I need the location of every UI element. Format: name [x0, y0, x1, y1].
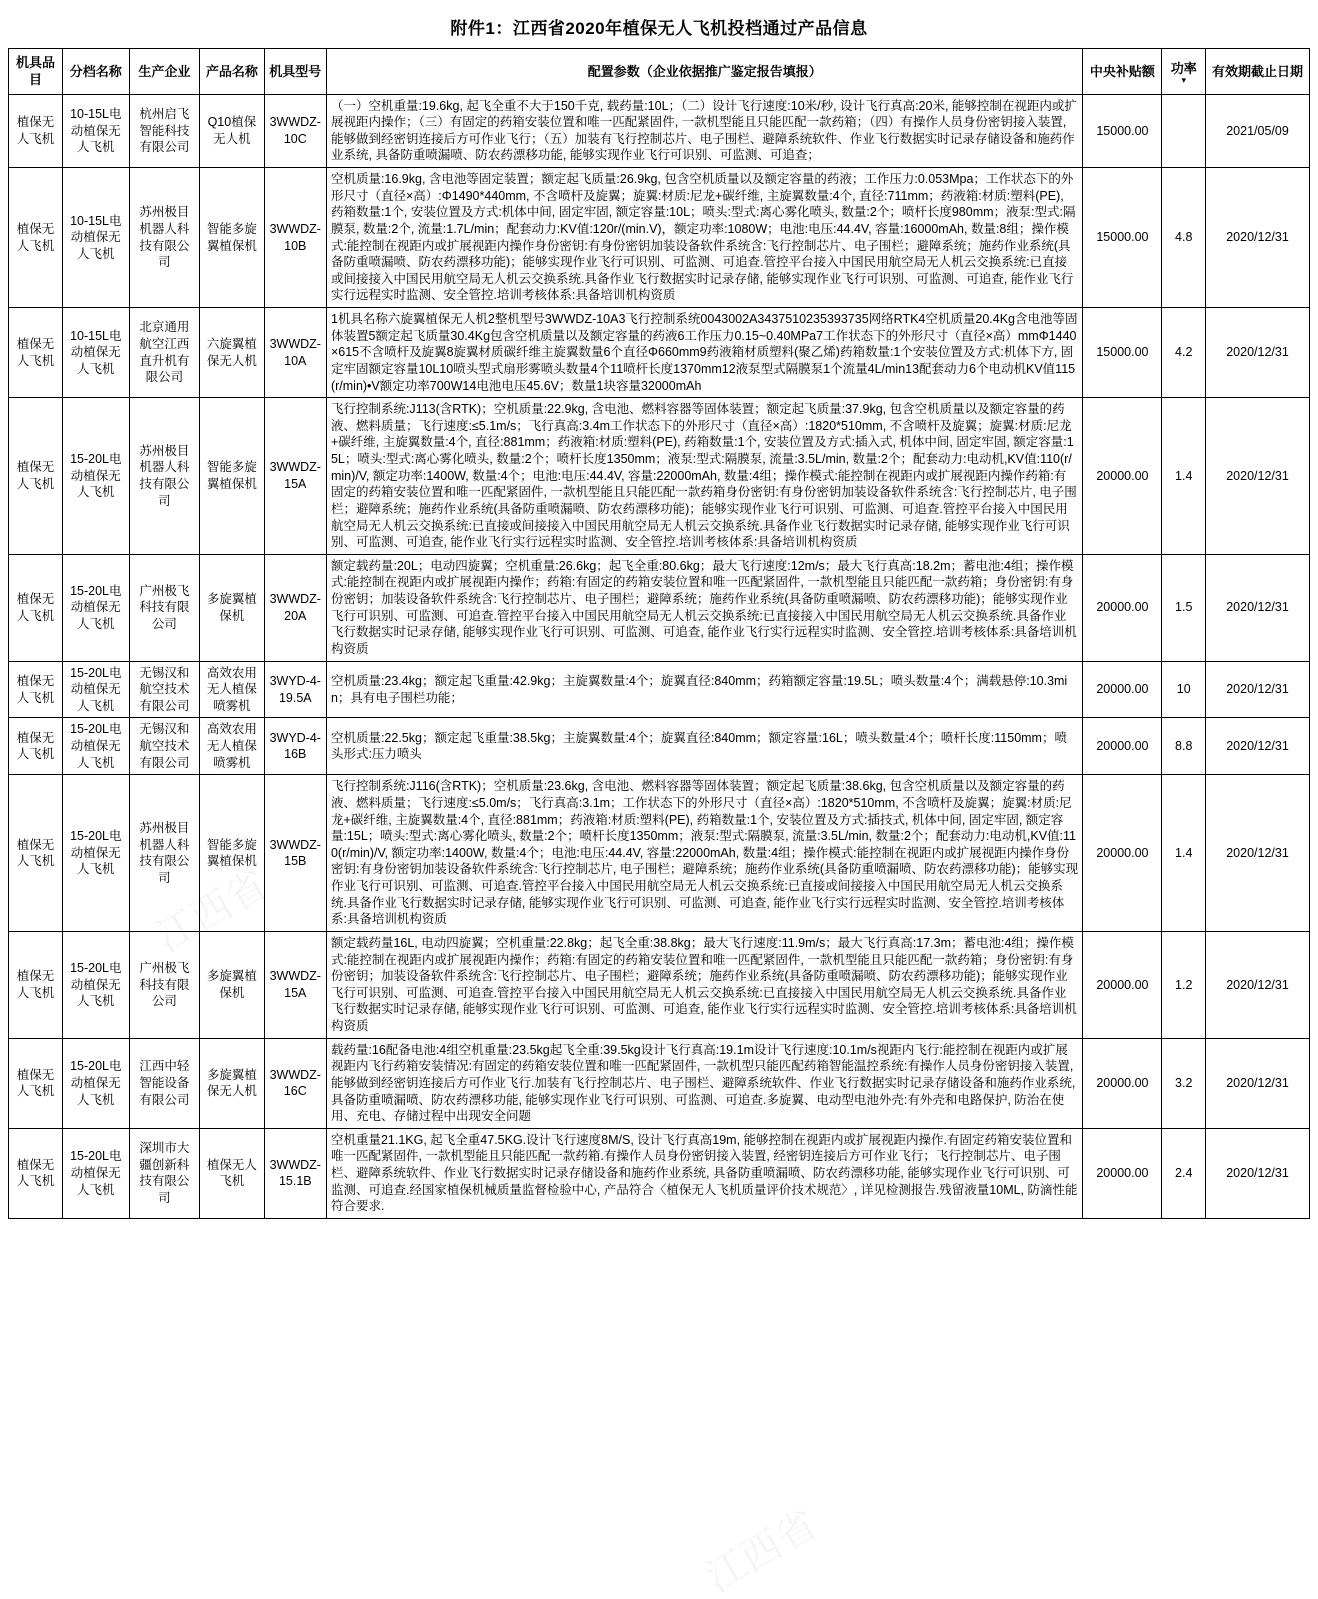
cell-maker: 苏州极目机器人科技有限公司 — [129, 398, 200, 555]
cell-valid: 2020/12/31 — [1206, 718, 1310, 775]
cell-name: 植保无人飞机 — [9, 931, 63, 1038]
cell-power: 3.2 — [1162, 1038, 1206, 1128]
cell-params: 载药量:16配备电池:4组空机重量:23.5kg起飞全重:39.5kg设计飞行真高:19.1m设计飞行速度:10.1m/s视距内飞行:能控制在视距内或扩展视距内飞行药箱安装情况:有固定的药箱安装位置和唯一匹配紧固件, 一款机型只能匹配药箱智能温控系统:有操作人员身份密钥接入装置, 能够做到经密钥连接后方可作业飞行.加装有飞行控制芯片、电子围栏、避障系统软件、作业飞行数据实时记录存储设备和施药作业系统, 具备防重喷漏喷、防农药漂移功能, 能够实现作业飞行可识别、可监测、可追查.多旋翼、电动型电池外壳:有外壳和电路保护, 防治在使用、充电、存储过程中出现安全问题 — [326, 1038, 1082, 1128]
page-title: 附件1：江西省2020年植保无人飞机投档通过产品信息 — [450, 19, 868, 38]
cell-grade: 15-20L电动植保无人飞机 — [63, 775, 130, 932]
table-row — [9, 94, 1310, 168]
table-row — [9, 308, 1310, 398]
cell-name: 植保无人飞机 — [9, 661, 63, 718]
cell-name: 植保无人飞机 — [9, 168, 63, 308]
cell-product: 多旋翼植保机 — [200, 931, 264, 1038]
cell-subsidy: 20000.00 — [1083, 931, 1162, 1038]
cell-grade: 15-20L电动植保无人飞机 — [63, 661, 130, 718]
table-row — [9, 1128, 1310, 1218]
watermark-text-2 — [694, 1494, 826, 1599]
table-row — [9, 168, 1310, 308]
table-row — [9, 398, 1310, 555]
cell-maker: 无锡汉和航空技术有限公司 — [129, 661, 200, 718]
cell-grade: 10-15L电动植保无人飞机 — [63, 308, 130, 398]
cell-valid: 2020/12/31 — [1206, 931, 1310, 1038]
cell-model: 3WWDZ-16C — [264, 1038, 326, 1128]
cell-subsidy: 15000.00 — [1083, 168, 1162, 308]
cell-power: 1.4 — [1162, 775, 1206, 932]
cell-name: 植保无人飞机 — [9, 94, 63, 168]
header-model: 机具型号 — [264, 49, 326, 95]
table-row — [9, 1038, 1310, 1128]
cell-params: 飞行控制系统:J116(含RTK)；空机质量:23.6kg, 含电池、燃料容器等固体装置；额定起飞质量:38.6kg, 包含空机质量以及额定容量的药液、燃料质量；飞行速度:≤5.0m/s；飞行真高:3.1m；工作状态下的外形尺寸（直径×高）:1820*510mm, 不含喷杆及旋翼；旋翼:材质:尼龙+碳纤维, 主旋翼数量:4个, 直径:881mm；药液箱:材质:塑料(PE), 药箱数量:1个, 安装位置及方式:插技式, 机体中间, 固定牢固, 额定容量:15L；喷头:型式:离心雾化喷头, 数量:2个；喷杆长度1350mm；液泵:型式:隔膜泵, 流量:3.5L/min, 数量:2个；配套动力:电动机,KV值:110(r/min)/V, 额定功率:1400W, 数量:4个；电池:电压:44.4V, 容量:22000mAh, 数量:4组；操作模式:能控制在视距内或扩展视距内操作身份密钥:有身份密钥加装设备软件系统含:飞行控制芯片, 电子围栏；避障系统；施药作业系统(具备防重喷漏喷、防农药漂移功能)；能够实现作业飞行可识别、可监测、可追查.管控平台接入中国民用航空局无人机云交换系统:已直接或间接接入中国民用航空局无人机云交换系统.具备作业飞行数据实时记录存储, 能够实现作业飞行可识别、可监测、可追查, 能作业飞行实行远程实时监测、安全管控.培训考核体系:具备培训机构资质 — [326, 775, 1082, 932]
cell-name: 植保无人飞机 — [9, 1038, 63, 1128]
cell-maker: 广州极飞科技有限公司 — [129, 931, 200, 1038]
cell-grade: 15-20L电动植保无人飞机 — [63, 718, 130, 775]
cell-maker: 苏州极目机器人科技有限公司 — [129, 775, 200, 932]
cell-power: 4.8 — [1162, 168, 1206, 308]
table-header-row — [9, 49, 1310, 95]
cell-model: 3WWDZ-10A — [264, 308, 326, 398]
cell-maker: 北京通用航空江西直升机有限公司 — [129, 308, 200, 398]
header-name: 机具品目 — [9, 49, 63, 95]
cell-grade: 15-20L电动植保无人飞机 — [63, 1038, 130, 1128]
cell-power: 10 — [1162, 661, 1206, 718]
cell-maker: 苏州极目机器人科技有限公司 — [129, 168, 200, 308]
cell-model: 3WWDZ-15A — [264, 398, 326, 555]
cell-valid: 2021/05/09 — [1206, 94, 1310, 168]
table-row — [9, 718, 1310, 775]
cell-subsidy: 20000.00 — [1083, 661, 1162, 718]
cell-valid: 2020/12/31 — [1206, 661, 1310, 718]
cell-subsidy: 20000.00 — [1083, 554, 1162, 661]
cell-grade: 15-20L电动植保无人飞机 — [63, 398, 130, 555]
cell-power: 2.4 — [1162, 1128, 1206, 1218]
cell-valid: 2020/12/31 — [1206, 308, 1310, 398]
cell-product: 高效农用无人植保喷雾机 — [200, 718, 264, 775]
cell-product: 多旋翼植保无人机 — [200, 1038, 264, 1128]
cell-model: 3WWDZ-10C — [264, 94, 326, 168]
cell-model: 3WYD-4-16B — [264, 718, 326, 775]
cell-model: 3WWDZ-10B — [264, 168, 326, 308]
cell-model: 3WYD-4-19.5A — [264, 661, 326, 718]
table-row — [9, 775, 1310, 932]
cell-grade: 15-20L电动植保无人飞机 — [63, 931, 130, 1038]
cell-subsidy: 20000.00 — [1083, 775, 1162, 932]
header-subsidy: 中央补贴额 — [1083, 49, 1162, 95]
product-info-table — [8, 48, 1310, 1219]
cell-subsidy: 15000.00 — [1083, 308, 1162, 398]
cell-params: 额定载药量:20L；电动四旋翼；空机重量:26.6kg；起飞全重:80.6kg；最大飞行速度:12m/s；最大飞行真高:18.2m；蓄电池:4组；操作模式:能控制在视距内或扩展视距内操作；药箱:有固定的药箱安装位置和唯一匹配紧固件, 一款机型能且只能匹配一款药箱；身份密钥:有身份密钥；加装设备软件系统含:飞行控制芯片、电子围栏；避障系统；施药作业系统(具备防重喷漏喷、防农药漂移功能)；能够实现作业飞行可识别、可监测、可追查.管控平台接入中国民用航空局无人机云交换系统:已直接接入中国民用航空局无人机云交换系统.具备作业飞行数据实时记录存储, 能够实现作业飞行可识别、可监测、可追查, 能作业飞行实行远程实时监测、安全管控.培训考核体系:具备培训机构资质 — [326, 554, 1082, 661]
cell-model: 3WWDZ-20A — [264, 554, 326, 661]
cell-name: 植保无人飞机 — [9, 308, 63, 398]
cell-params: 飞行控制系统:J113(含RTK)；空机质量:22.9kg, 含电池、燃料容器等固体装置；额定起飞质量:37.9kg, 包含空机质量以及额定容量的药液、燃料质量；飞行速度:≤5.1m/s；飞行真高:3.4m工作状态下的外形尺寸（直径×高）:1820*510mm, 不含喷杆及旋翼；旋翼:材质:尼龙+碳纤维, 主旋翼数量:4个, 直径:881mm；药液箱:材质:塑料(PE), 药箱数量:1个, 安装位置及方式:插入式, 机体中间, 固定牢固, 额定容量:15L；喷头:型式:离心雾化喷头, 数量:2个；喷杆长度1350mm；液泵:型式:隔膜泵, 流量:3.5L/min, 数量:2个；配套动力:电动机,KV值:110(r/min)/V, 额定功率:1400W, 数量:4个；电池:电压:44.4V, 容量:22000mAh, 数量:4组；操作模式:能控制在视距内或扩展视距内操作药箱:有固定的药箱安装位置和唯一匹配紧固件, 一款机型能且只能匹配一款药箱身份密钥:有身份密钥加装设备软件系统含:飞行控制芯片, 电子围栏；避障系统；施药作业系统(具备防重喷漏喷、防农药漂移功能)；能够实现作业飞行可识别、可监测、可追查.管控平台接入中国民用航空局无人机云交换系统:已直接或间接接入中国民用航空局无人机云交换系统.具备作业飞行数据实时记录存储, 能够实现作业飞行可识别、可监测、可追查, 能作业飞行实行远程实时监测、安全管控.培训考核体系:具备培训机构资质 — [326, 398, 1082, 555]
cell-power: 8.8 — [1162, 718, 1206, 775]
cell-maker: 深圳市大疆创新科技有限公司 — [129, 1128, 200, 1218]
cell-valid: 2020/12/31 — [1206, 398, 1310, 555]
cell-valid: 2020/12/31 — [1206, 1128, 1310, 1218]
cell-grade: 15-20L电动植保无人飞机 — [63, 1128, 130, 1218]
cell-grade: 10-15L电动植保无人飞机 — [63, 168, 130, 308]
cell-valid: 2020/12/31 — [1206, 775, 1310, 932]
cell-params: 空机重量21.1KG, 起飞全重47.5KG.设计飞行速度8M/S, 设计飞行真高19m, 能够控制在视距内或扩展视距内操作.有固定药箱安装位置和唯一匹配紧固件, 一款机型能且只能匹配一款药箱.有操作人员身份密钥接入装置, 经密钥连接后方可作业飞行；飞行控制芯片、电子围栏、避障系统软件、作业飞行数据实时记录存储设备和施药作业系统, 具备防重喷漏喷、防农药漂移功能, 能够实现作业飞行可识别、可监测、可追查.经国家植保机械质量监督检验中心, 产品符合〈植保无人飞机质量评价技术规范〉, 详见检测报告.残留液量10ML, 防滴性能符合要求. — [326, 1128, 1082, 1218]
cell-power: 1.2 — [1162, 931, 1206, 1038]
cell-product: 智能多旋翼植保机 — [200, 168, 264, 308]
cell-params: 1机具名称六旋翼植保无人机2整机型号3WWDZ-10A3飞行控制系统0043002A3437510235393735网络RTK4空机质量20.4Kg含电池等固体装置5额定起飞质量30.4Kg包含空机质量以及额定容量的药液6工作压力0.15~0.40MPa7工作状态下的外形尺寸（直径×高）mmΦ1440×615不含喷杆及旋翼8旋翼材质碳纤维主旋翼数量6个直径Φ660mm9药液箱材质塑料(聚乙烯)药箱数量:1个安装位置及方式:机体下方, 固定牢固额定容量10L10喷头型式扇形雾喷头数量4个11喷杆长度1370mm12液泵型式隔膜泵1个流量4L/min13配套动力6个电动机KV值115(r/min)•V额定功率700W14电池电压45.6V；数量1块容量32000mAh — [326, 308, 1082, 398]
cell-product: 多旋翼植保机 — [200, 554, 264, 661]
header-product: 产品名称 — [200, 49, 264, 95]
cell-product: 高效农用无人植保喷雾机 — [200, 661, 264, 718]
cell-name: 植保无人飞机 — [9, 398, 63, 555]
table-body — [9, 94, 1310, 1218]
cell-name: 植保无人飞机 — [9, 554, 63, 661]
cell-valid: 2020/12/31 — [1206, 1038, 1310, 1128]
cell-name: 植保无人飞机 — [9, 718, 63, 775]
cell-params: 空机质量:22.5kg；额定起飞重量:38.5kg；主旋翼数量:4个；旋翼直径:840mm；额定容量:16L；喷头数量:4个；喷杆长度:1150mm；喷头形式:压力喷头 — [326, 718, 1082, 775]
header-power — [1162, 49, 1206, 95]
cell-params: 空机质量:23.4kg；额定起飞重量:42.9kg；主旋翼数量:4个；旋翼直径:840mm；药箱额定容量:19.5L；喷头数量:4个；满载悬停:10.3min；具有电子围栏功能； — [326, 661, 1082, 718]
cell-power — [1162, 94, 1206, 168]
cell-model: 3WWDZ-15B — [264, 775, 326, 932]
cell-subsidy: 20000.00 — [1083, 718, 1162, 775]
cell-power: 4.2 — [1162, 308, 1206, 398]
table-row — [9, 931, 1310, 1038]
cell-subsidy: 20000.00 — [1083, 398, 1162, 555]
header-valid: 有效期截止日期 — [1206, 49, 1310, 95]
header-grade: 分档名称 — [63, 49, 130, 95]
cell-maker: 江西中轻智能设备有限公司 — [129, 1038, 200, 1128]
cell-name: 植保无人飞机 — [9, 775, 63, 932]
cell-params: 额定载药量16L, 电动四旋翼；空机重量:22.8kg；起飞全重:38.8kg；最大飞行速度:11.9m/s；最大飞行真高:17.3m；蓄电池:4组；操作模式:能控制在视距内或扩展视距内操作；药箱:有固定的药箱安装位置和唯一匹配紧固件, 一款机型能且只能匹配一款药箱；身份密钥:有身份密钥；加装设备软件系统含:飞行控制芯片、电子围栏；避障系统；施药作业系统(具备防重喷漏喷、防农药漂移功能)；能够实现作业飞行可识别、可监测、可追查.管控平台接入中国民用航空局无人机云交换系统:已直接接入中国民用航空局无人机云交换系统.具备作业飞行数据实时记录存储, 能够实现作业飞行可识别、可监测、可追查, 能作业飞行实行远程实时监测、安全管控.培训考核体系:具备培训机构资质 — [326, 931, 1082, 1038]
chevron-down-icon: ▾ — [1181, 74, 1186, 85]
cell-product: 植保无人飞机 — [200, 1128, 264, 1218]
cell-model: 3WWDZ-15A — [264, 931, 326, 1038]
header-power-label: 功率 — [1170, 60, 1197, 76]
header-params: 配置参数（企业依据推广鉴定报告填报） — [326, 49, 1082, 95]
cell-subsidy: 15000.00 — [1083, 94, 1162, 168]
cell-params: 空机质量:16.9kg, 含电池等固定装置；额定起飞质量:26.9kg, 包含空机质量以及额定容量的药液；工作压力:0.053Mpa；工作状态下的外形尺寸（直径×高）:Φ1490*440mm, 不含喷杆及旋翼；旋翼:材质:尼龙+碳纤维, 主旋翼数量:4个, 直径:711mm；药液箱:材质:塑料(PE), 药箱数量:1个, 安装位置及方式:机体中间, 固定牢固, 额定容量:10L；喷头:型式:离心雾化喷头, 数量:2个；喷杆长度980mm；液泵:型式:隔膜泵, 数量:2个, 流量:1.7L/min；配套动力:KV值:120r/(min.V)，额定功率:1080W；电池:电压:44.4V, 容量:16000mAh, 数量:8组；操作模式:能控制在视距内或扩展视距内操作身份密钥:有身份密钥加装设备软件系统含:飞行控制芯片、电子围栏；避障系统；施药作业系统(具备防重喷漏喷、防农药漂移功能)；能够实现作业飞行可识别、可监测、可追查.管控平台接入中国民用航空局无人机云交换系统:已直接或间接接入中国民用航空局无人机云交换系统.具备作业飞行数据实时记录存储, 能够实现作业飞行可识别、可监测、可追查, 能作业飞行实行远程实时监测、安全管控.培训考核体系:具备培训机构资质 — [326, 168, 1082, 308]
cell-maker: 广州极飞科技有限公司 — [129, 554, 200, 661]
cell-product: 智能多旋翼植保机 — [200, 398, 264, 555]
cell-name: 植保无人飞机 — [9, 1128, 63, 1218]
table-row — [9, 661, 1310, 718]
cell-params: （一）空机重量:19.6kg, 起飞全重不大于150千克, 载药量:10L；（二）设计飞行速度:10米/秒, 设计飞行真高:20米, 能够控制在视距内或扩展视距内操作；（三）有固定的药箱安装位置和唯一匹配紧固件, 一款机型能且只能匹配一款药箱；（四）有操作人员身份密钥接入装置, 能够做到经密钥连接后方可作业飞行；（五）加装有飞行控制芯片、电子围栏、避障系统软件、作业飞行数据实时记录存储设备和施药作业系统, 具备防重喷漏喷、防农药漂移功能, 能够实现作业飞行可识别、可监测、可追查； — [326, 94, 1082, 168]
cell-maker: 杭州启飞智能科技有限公司 — [129, 94, 200, 168]
cell-subsidy: 20000.00 — [1083, 1038, 1162, 1128]
cell-grade: 10-15L电动植保无人飞机 — [63, 94, 130, 168]
cell-grade: 15-20L电动植保无人飞机 — [63, 554, 130, 661]
cell-valid: 2020/12/31 — [1206, 554, 1310, 661]
cell-maker: 无锡汉和航空技术有限公司 — [129, 718, 200, 775]
cell-subsidy: 20000.00 — [1083, 1128, 1162, 1218]
cell-product: Q10植保无人机 — [200, 94, 264, 168]
cell-model: 3WWDZ-15.1B — [264, 1128, 326, 1218]
cell-power: 1.5 — [1162, 554, 1206, 661]
table-row — [9, 554, 1310, 661]
cell-product: 六旋翼植保无人机 — [200, 308, 264, 398]
cell-valid: 2020/12/31 — [1206, 168, 1310, 308]
cell-product: 智能多旋翼植保机 — [200, 775, 264, 932]
cell-power: 1.4 — [1162, 398, 1206, 555]
header-maker: 生产企业 — [129, 49, 200, 95]
